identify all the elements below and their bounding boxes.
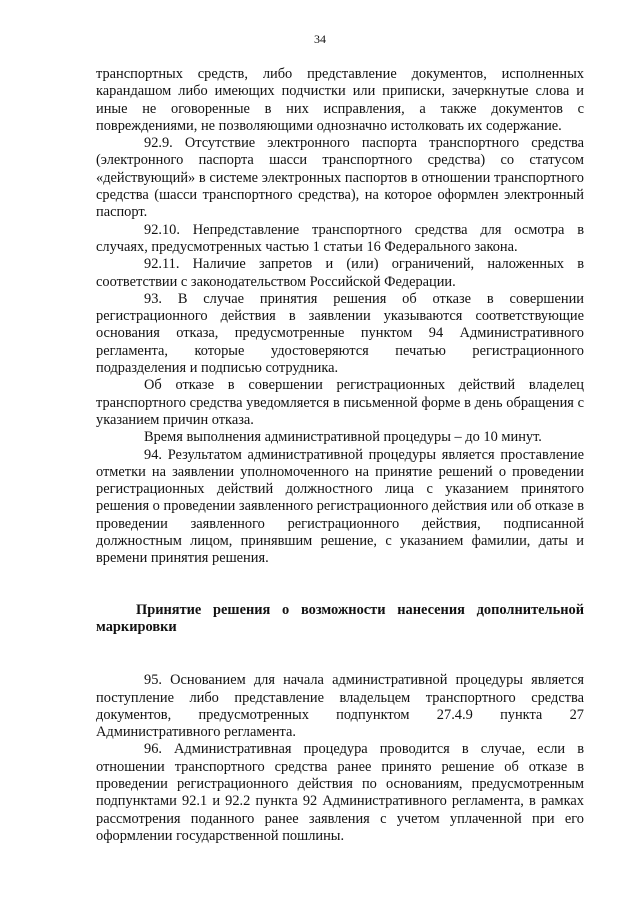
section-heading: Принятие решения о возможности нанесения дополнительной маркировки bbox=[96, 601, 584, 635]
paragraph-refusal-notice: Об отказе в совершении регистрационных действий владелец транспортного средства уведомляется в письменной форме в день обращения с указанием причин отказа. bbox=[96, 377, 584, 428]
paragraph-92-11: 92.11. Наличие запретов и (или) ограничений, наложенных в соответствии с законодательством Российской Федерации. bbox=[96, 256, 584, 290]
document-body bbox=[96, 66, 584, 845]
page-number: 34 bbox=[314, 32, 326, 46]
paragraph-96: 96. Административная процедура проводится в случае, если в отношении транспортного средства ранее принято решение об отказе в проведении регистрационного действия по основаниям, предусмотренным подпунктами 92.1 и 92.2 пункта 92 Административного регламента, в рамках рассмотрения поданного ранее заявления с учетом уплаченной при его оформлении государственной пошлины. bbox=[96, 741, 584, 844]
paragraph-92-10: 92.10. Непредставление транспортного средства для осмотра в случаях, предусмотренных частью 1 статьи 16 Федерального закона. bbox=[96, 221, 584, 255]
paragraph-94: 94. Результатом административной процедуры является проставление отметки на заявлении уполномоченного на принятие решений о проведении регистрационных действий должностного лица с указанием принятого решения о проведении заявленного регистрационного действия или об отказе в проведении заявленного регистрационного действия, подписанной должностным лицом, принявшим решение, с указанием фамилии, даты и времени принятия решения. bbox=[96, 446, 584, 567]
paragraph-continuation: транспортных средств, либо представление документов, исполненных карандашом либо имеющих подчистки или приписки, зачеркнутые слова и иные не оговоренные в них исправления, а также документов с повреждениями, не позволяющими однозначно истолковать их содержание. bbox=[96, 66, 584, 134]
paragraph-95: 95. Основанием для начала административной процедуры является поступление либо представление владельцем транспортного средства документов, предусмотренных подпунктом 27.4.9 пункта 27 Административного регламента. bbox=[96, 672, 584, 741]
paragraph-time-limit: Время выполнения административной процедуры – до 10 минут. bbox=[144, 429, 542, 446]
paragraph-93: 93. В случае принятия решения об отказе в совершении регистрационного действия в заявлении указываются соответствующие основания отказа, предусмотренные пунктом 94 Административного регламента, которые удостоверяются печатью регистрационного подразделения и подписью сотрудника. bbox=[96, 290, 584, 377]
paragraph-92-9: 92.9. Отсутствие электронного паспорта транспортного средства (электронного паспорта шасси транспортного средства) со статусом «действующий» в системе электронных паспортов в отношении транспортного средства (шасси транспортного средства), на которое оформлен электронный паспорт. bbox=[96, 135, 584, 221]
